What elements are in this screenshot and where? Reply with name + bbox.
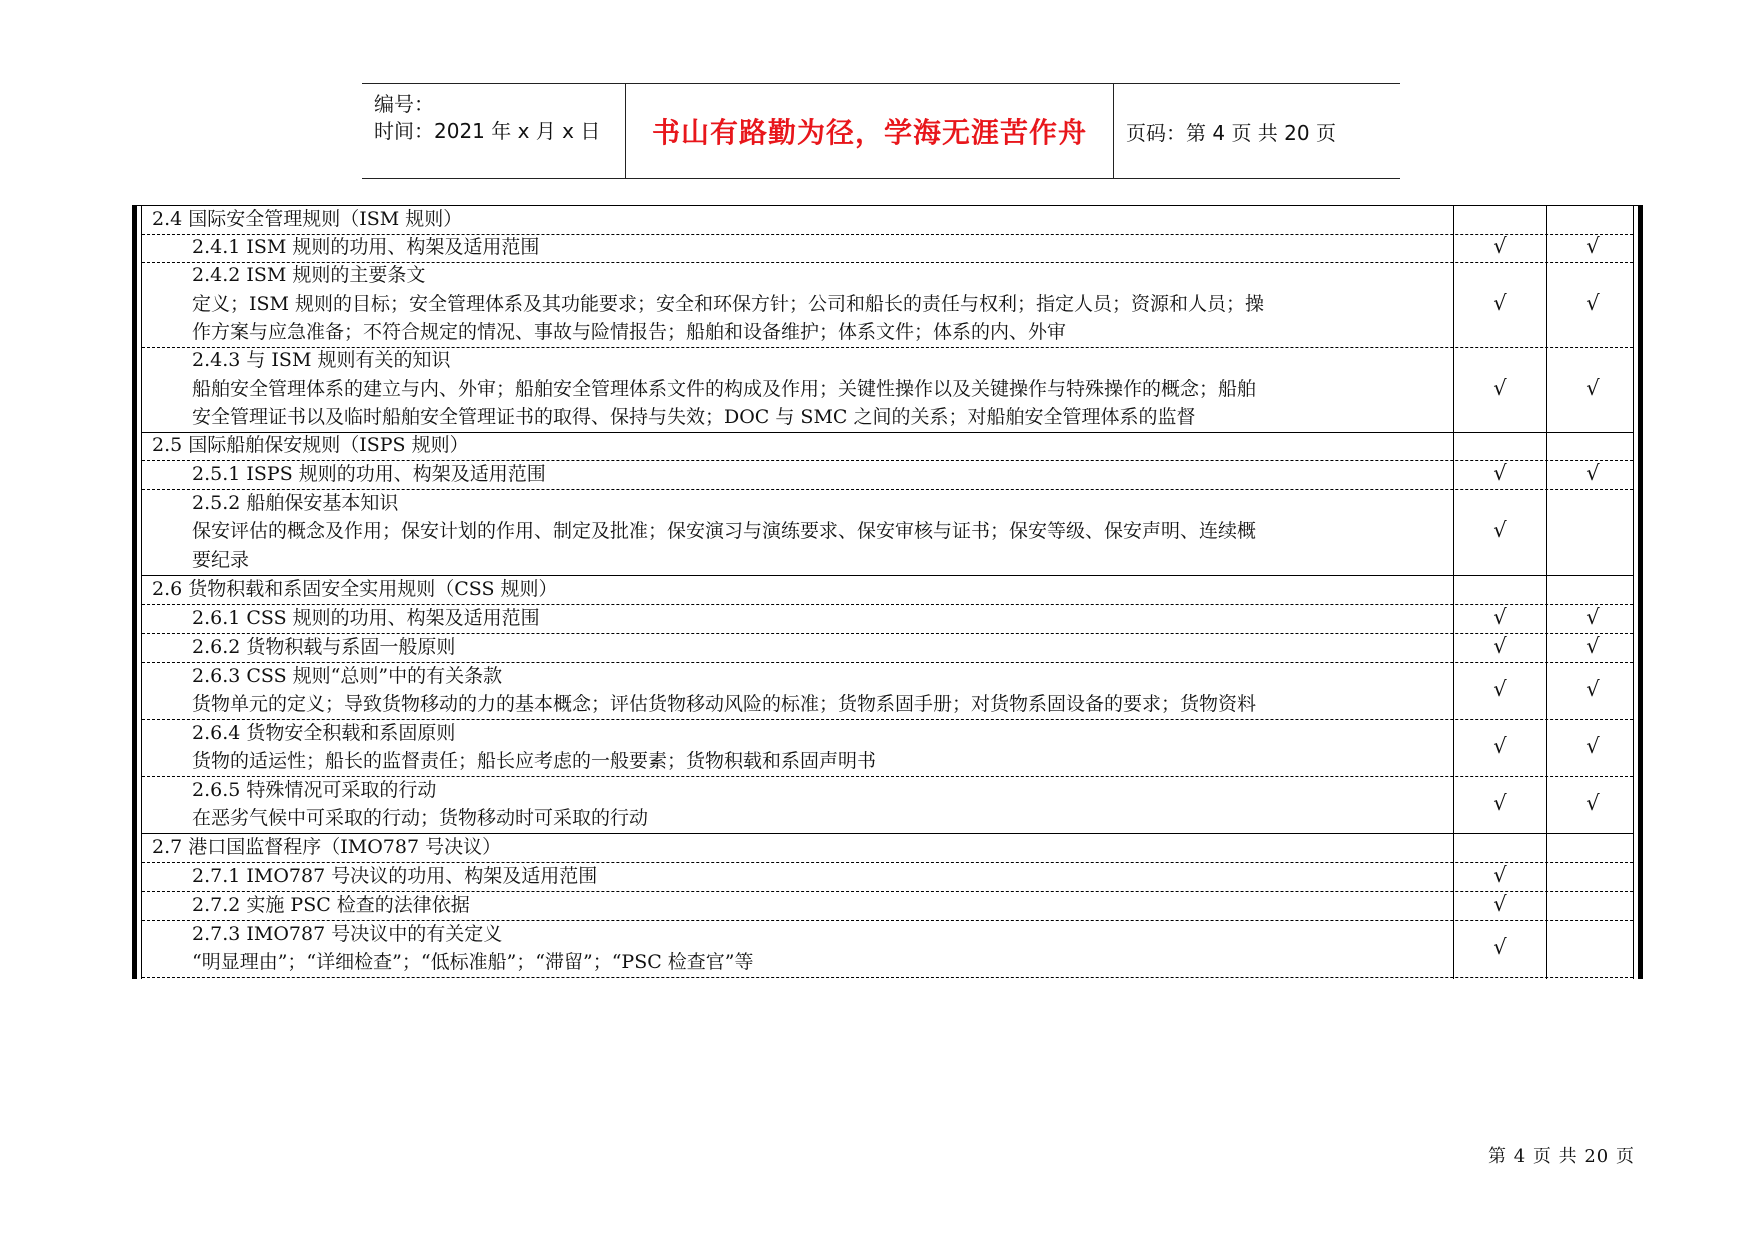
document-number-label: 编号：	[374, 92, 434, 116]
subsection-detail: 安全管理证书以及临时船舶安全管理证书的取得、保持与失效；DOC 与 SMC 之间的关系；对船舶安全管理体系的监督	[192, 406, 1196, 429]
subsection-title: 2.7.3 IMO787 号决议中的有关定义	[192, 922, 503, 945]
check-mark-col-b: √	[1586, 290, 1600, 315]
check-mark-col-b: √	[1586, 375, 1600, 400]
subsection-title: 2.6.4 货物安全积载和系固原则	[192, 721, 456, 744]
subsection-row	[142, 605, 1633, 634]
subsection-title: 2.6.1 CSS 规则的功用、构架及适用范围	[192, 606, 540, 629]
subsection-detail: “明显理由”；“详细检查”；“低标准船”；“滞留”；“PSC 检查官”等	[192, 951, 754, 973]
subsection-row	[142, 863, 1633, 892]
check-mark-col-b: √	[1586, 633, 1600, 658]
subsection-detail: 船舶安全管理体系的建立与内、外审；船舶安全管理体系文件的构成及作用；关键性操作以及关键操作与特殊操作的概念；船舶	[192, 377, 1257, 400]
check-mark-col-a: √	[1493, 891, 1507, 916]
section-title: 2.4 国际安全管理规则（ISM 规则）	[152, 207, 463, 230]
subsection-row	[142, 263, 1633, 348]
document-header	[362, 83, 1400, 179]
check-mark-col-b: √	[1586, 790, 1600, 815]
subsection-title: 2.6.2 货物积载与系固一般原则	[192, 635, 456, 658]
section-title: 2.6 货物积载和系固安全实用规则（CSS 规则）	[152, 577, 558, 600]
check-mark-col-a: √	[1493, 604, 1507, 629]
check-mark-col-a: √	[1493, 790, 1507, 815]
subsection-title: 2.5.1 ISPS 规则的功用、构架及适用范围	[192, 462, 546, 485]
subsection-detail: 保安评估的概念及作用；保安计划的作用、制定及批准；保安演习与演练要求、保安审核与证书；保安等级、保安声明、连续概	[192, 520, 1257, 543]
page-footer: 第 4 页 共 20 页	[1488, 1146, 1635, 1167]
header-page-cell	[1114, 84, 1400, 178]
subsection-title: 2.4.2 ISM 规则的主要条文	[192, 264, 426, 287]
subsection-title: 2.7.1 IMO787 号决议的功用、构架及适用范围	[192, 864, 598, 887]
check-mark-col-b: √	[1586, 676, 1600, 701]
header-motto-cell	[626, 84, 1114, 178]
check-mark-col-b: √	[1586, 460, 1600, 485]
subsection-title: 2.4.3 与 ISM 规则有关的知识	[192, 349, 451, 372]
section-row	[142, 834, 1633, 863]
subsection-detail: 货物单元的定义；导致货物移动的力的基本概念；评估货物移动风险的标准；货物系固手册；对货物系固设备的要求；货物资料	[192, 693, 1257, 715]
subsection-detail: 在恶劣气候中可采取的行动；货物移动时可采取的行动	[192, 807, 649, 829]
check-mark-col-a: √	[1493, 733, 1507, 758]
header-page-info: 页码：第 4 页 共 20 页	[1126, 120, 1336, 145]
table-left-border	[132, 205, 137, 979]
check-mark-col-a: √	[1493, 460, 1507, 485]
section-title: 2.5 国际船舶保安规则（ISPS 规则）	[152, 434, 469, 457]
subsection-row	[142, 461, 1633, 490]
subsection-title: 2.5.2 船舶保安基本知识	[192, 491, 399, 514]
motto-text: 书山有路勤为径，学海无涯苦作舟	[651, 116, 1087, 149]
document-date: 时间：2021 年 x 月 x 日	[374, 119, 601, 143]
subsection-detail: 定义；ISM 规则的目标；安全管理体系及其功能要求；安全和环保方针；公司和船长的责任与权利；指定人员；资源和人员；操	[192, 292, 1265, 315]
subsection-row	[142, 777, 1633, 834]
table-right-border	[1638, 205, 1643, 979]
header-meta-cell	[362, 84, 626, 178]
check-mark-col-a: √	[1493, 676, 1507, 701]
subsection-title: 2.4.1 ISM 规则的功用、构架及适用范围	[192, 236, 540, 259]
subsection-title: 2.6.5 特殊情况可采取的行动	[192, 778, 437, 801]
subsection-row	[142, 663, 1633, 720]
subsection-title: 2.7.2 实施 PSC 检查的法律依据	[192, 893, 470, 916]
check-mark-col-a: √	[1493, 518, 1507, 542]
subsection-row	[142, 720, 1633, 777]
subsection-row	[142, 490, 1633, 576]
check-mark-col-a: √	[1493, 934, 1507, 959]
subsection-title: 2.6.3 CSS 规则“总则”中的有关条款	[192, 664, 503, 687]
subsection-detail: 货物的适运性；船长的监督责任；船长应考虑的一般要素；货物积载和系固声明书	[192, 750, 877, 772]
check-mark-col-a: √	[1493, 290, 1507, 315]
table-right-inner-border	[1633, 205, 1634, 979]
check-mark-col-a: √	[1493, 633, 1507, 658]
check-mark-col-b: √	[1586, 234, 1600, 258]
check-mark-col-b: √	[1586, 604, 1600, 629]
check-mark-col-b: √	[1586, 733, 1600, 758]
section-row	[142, 576, 1633, 605]
check-mark-col-a: √	[1493, 375, 1507, 400]
syllabus-table	[132, 205, 1643, 979]
check-mark-col-a: √	[1493, 234, 1507, 258]
section-title: 2.7 港口国监督程序（IMO787 号决议）	[152, 835, 502, 858]
subsection-row	[142, 921, 1633, 978]
subsection-row	[142, 348, 1633, 433]
check-mark-col-a: √	[1493, 862, 1507, 887]
subsection-detail: 要纪录	[192, 548, 250, 571]
subsection-detail: 作方案与应急准备；不符合规定的情况、事故与险情报告；船舶和设备维护；体系文件；体系的内、外审	[192, 321, 1067, 344]
